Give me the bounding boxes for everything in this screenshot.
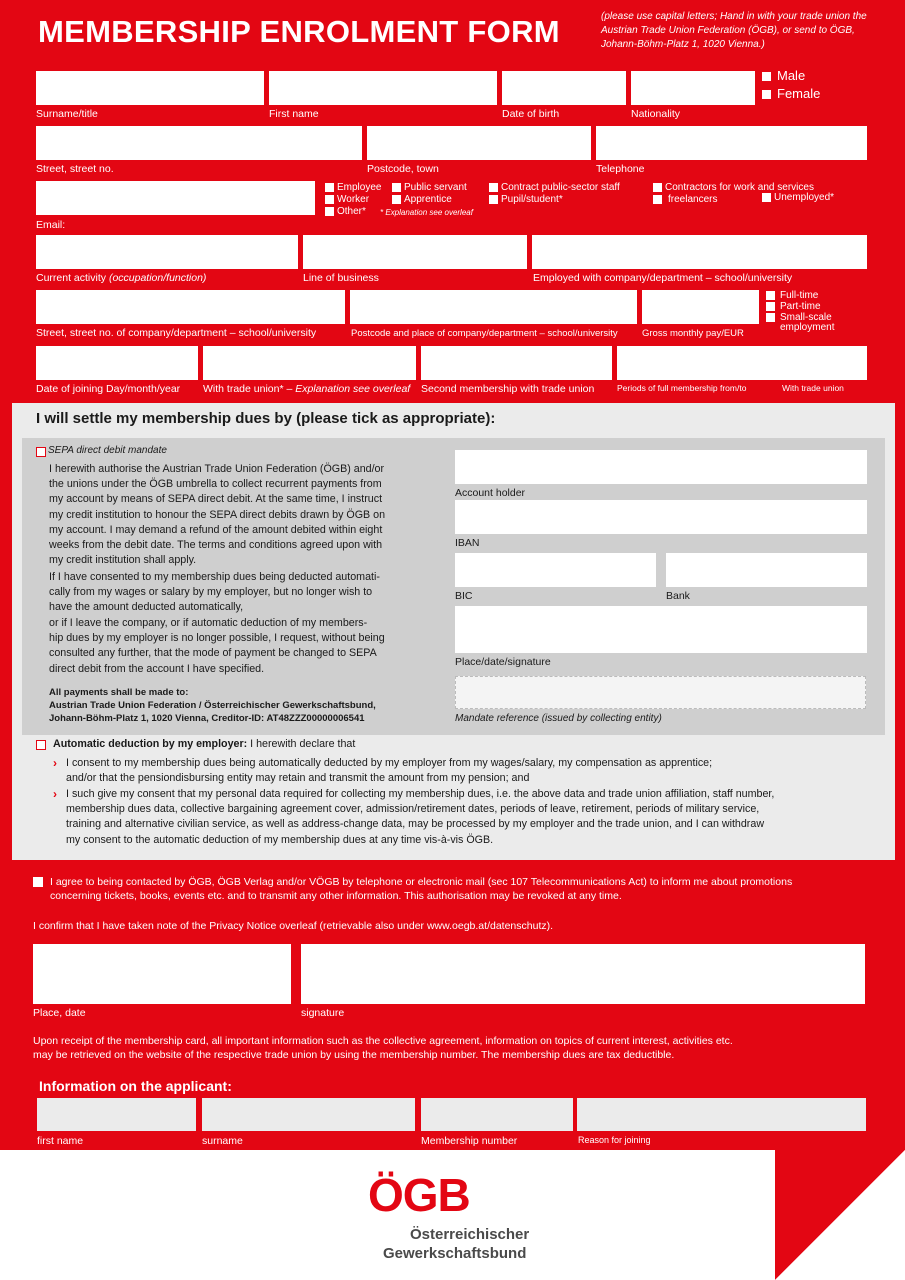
iban-label: IBAN: [455, 537, 480, 549]
contract-public-label: Contract public-sector staff: [501, 182, 620, 193]
company-postcode-field[interactable]: [350, 290, 637, 324]
worker-checkbox[interactable]: [325, 195, 334, 204]
mandate-reference-label: Mandate reference (issued by collecting entity): [455, 713, 662, 724]
reason-label: Reason for joining: [578, 1135, 651, 1145]
telephone-label: Telephone: [596, 163, 645, 175]
bank-label: Bank: [666, 590, 690, 602]
employment-label: employment: [780, 322, 835, 333]
auto-bullet-2: I such give my consent that my personal data required for collecting my membership dues, i.e. the above data and trade union affiliation, staff number, membership dues data, collective bargaining agreement cover, admission/retirement dates, periods of leave, retirement, periods of military service, training and alternative civilian service, as well as address-change data, may be processed by my employer and the trade union, and I can withdraw my consent to the automatic deduction of my membership dues at any time vis-à-vis ÖGB.: [66, 788, 775, 846]
signature-field[interactable]: [301, 944, 865, 1004]
nationality-field[interactable]: [631, 71, 755, 105]
pupil-label: Pupil/student*: [501, 194, 563, 205]
contractors-label: Contractors for work and services: [665, 182, 814, 193]
pupil-checkbox[interactable]: [489, 195, 498, 204]
full-time-checkbox[interactable]: [766, 291, 775, 300]
activity-field[interactable]: [36, 235, 298, 269]
email-field[interactable]: [36, 181, 315, 215]
ogb-logo: ÖGB: [368, 1169, 470, 1221]
header-note: (please use capital letters; Hand in with your trade union the Austrian Trade Union Federation (ÖGB), or send to ÖGB, Johann-Böhm-Platz 1, 1020 Vienna.): [601, 11, 867, 50]
sepa-paragraph-1: I herewith authorise the Austrian Trade Union Federation (ÖGB) and/or the unions under the ÖGB umbrella to collect recurrent payments from my account by means of SEPA direct debit. At the same time, I instruct my credit institution to honour the SEPA direct debits drawn by ÖGB on my account. I may demand a refund of the amount debited within eight weeks from the debit date. The terms and conditions agreed upon with my credit institution shall apply.: [49, 463, 386, 567]
other-checkbox[interactable]: [325, 207, 334, 216]
freelancers-checkbox[interactable]: [653, 195, 662, 204]
postcode-field[interactable]: [367, 126, 591, 160]
full-time-label: Full-time: [780, 290, 819, 301]
membership-number-field[interactable]: [421, 1098, 573, 1131]
activity-label: Current activity (occupation/function): [36, 272, 207, 284]
other-label: Other*: [337, 206, 366, 217]
small-scale-checkbox[interactable]: [766, 313, 775, 322]
sepa-paragraph-2: If I have consented to my membership dues being deducted automati- cally from my wages or salary by my employer, but no longer wish to have the amount deducted automatically,: [49, 571, 380, 614]
place-date-signature-field[interactable]: [455, 606, 867, 653]
street-field[interactable]: [36, 126, 362, 160]
place-date-signature-label: Place/date/signature: [455, 656, 551, 668]
nationality-label: Nationality: [631, 108, 681, 120]
account-holder-field[interactable]: [455, 450, 867, 484]
employee-checkbox[interactable]: [325, 183, 334, 192]
male-label: Male: [777, 68, 806, 83]
date-joining-field[interactable]: [36, 346, 198, 380]
automatic-deduction-checkbox[interactable]: [36, 740, 46, 750]
bic-field[interactable]: [455, 553, 656, 587]
street-label: Street, street no.: [36, 163, 114, 175]
female-checkbox[interactable]: [762, 90, 771, 99]
second-membership-label: Second membership with trade union: [421, 383, 595, 395]
signature-label: signature: [301, 1007, 345, 1019]
line-of-business-field[interactable]: [303, 235, 527, 269]
sepa-checkbox[interactable]: [36, 447, 46, 457]
unemployed-checkbox[interactable]: [762, 193, 771, 202]
explanation-note: * Explanation see overleaf: [380, 208, 473, 217]
form-title: MEMBERSHIP ENROLMENT FORM: [38, 14, 560, 49]
place-date-field[interactable]: [33, 944, 291, 1004]
employed-field[interactable]: [532, 235, 867, 269]
first-name-label: First name: [269, 108, 319, 120]
email-label: Email:: [36, 219, 66, 231]
unemployed-label: Unemployed*: [774, 192, 835, 203]
with-union-field[interactable]: [203, 346, 416, 380]
company-postcode-label: Postcode and place of company/department – school/university: [351, 328, 618, 339]
company-street-label: Street, street no. of company/department – school/university: [36, 327, 317, 339]
account-holder-label: Account holder: [455, 487, 526, 499]
logo-subtitle-2: Gewerkschaftsbund: [383, 1245, 527, 1262]
gross-pay-field[interactable]: [642, 290, 759, 324]
public-servant-checkbox[interactable]: [392, 183, 401, 192]
part-time-checkbox[interactable]: [766, 302, 775, 311]
automatic-deduction-title: Automatic deduction by my employer: I herewith declare that: [53, 738, 356, 750]
sepa-title: SEPA direct debit mandate: [48, 445, 167, 456]
employed-label: Employed with company/department – school/university: [533, 272, 793, 284]
employee-label: Employee: [337, 182, 382, 193]
freelancers-label: freelancers: [668, 194, 718, 205]
worker-label: Worker: [337, 194, 370, 205]
applicant-heading: Information on the applicant:: [39, 1078, 232, 1094]
contact-consent-text: I agree to being contacted by ÖGB, ÖGB Verlag and/or VÖGB by telephone or electronic mail (sec 107 Telecommunications Act) to inform me about promotions concerning tickets, books, events etc. and to transmit any other information. This authorisation may be revoked at any time.: [50, 876, 793, 902]
dob-field[interactable]: [502, 71, 626, 105]
membership-number-label: Membership number: [421, 1135, 518, 1147]
dob-label: Date of birth: [502, 108, 560, 120]
sepa-paragraph-3: or if I leave the company, or if automatic deduction of my members- hip dues by my employer is no longer possible, I request, without being consulted any further, that the mode of payment be changed to SEPA direct debit from the account I have specified.: [49, 617, 385, 675]
gross-pay-label: Gross monthly pay/EUR: [642, 328, 744, 339]
first-name-field[interactable]: [269, 71, 497, 105]
male-checkbox[interactable]: [762, 72, 771, 81]
public-servant-label: Public servant: [404, 182, 467, 193]
iban-field[interactable]: [455, 500, 867, 534]
chevron-right-icon: ›: [53, 787, 57, 801]
bic-label: BIC: [455, 590, 473, 602]
periods-field[interactable]: [617, 346, 867, 380]
postcode-label: Postcode, town: [367, 163, 439, 175]
applicant-surname-label: surname: [202, 1135, 243, 1147]
apprentice-label: Apprentice: [404, 194, 452, 205]
applicant-first-name-field[interactable]: [37, 1098, 196, 1131]
company-street-field[interactable]: [36, 290, 345, 324]
privacy-text: I confirm that I have taken note of the Privacy Notice overleaf (retrievable also under www.oegb.at/datenschutz).: [33, 920, 554, 932]
contractors-checkbox[interactable]: [653, 183, 662, 192]
chevron-right-icon: ›: [53, 756, 57, 770]
dues-heading: I will settle my membership dues by (please tick as appropriate):: [36, 410, 496, 427]
second-membership-field[interactable]: [421, 346, 612, 380]
female-label: Female: [777, 86, 821, 101]
membership-info-text: Upon receipt of the membership card, all important information such as the collective agreement, information on topics of current interest, activities etc. may be retrieved on the website of the respective trade union by using the membership number. The membership dues are tax deductible.: [33, 1035, 733, 1061]
telephone-field[interactable]: [596, 126, 867, 160]
reason-field[interactable]: [577, 1098, 866, 1131]
small-scale-label: Small-scale: [780, 312, 832, 323]
contact-consent-checkbox[interactable]: [33, 877, 43, 887]
with-union-label: With trade union* – Explanation see overleaf: [203, 383, 411, 395]
bank-field[interactable]: [666, 553, 867, 587]
part-time-label: Part-time: [780, 301, 821, 312]
logo-subtitle-1: Österreichischer: [410, 1226, 530, 1243]
mandate-reference-field[interactable]: [455, 676, 866, 709]
auto-bullet-1: I consent to my membership dues being automatically deducted by my employer from my wages/salary, my compensation as apprentice; and/or that the pensiondisbursing entity may retain and transmit the amount from my pension; and: [66, 757, 713, 785]
applicant-surname-field[interactable]: [202, 1098, 415, 1131]
line-of-business-label: Line of business: [303, 272, 379, 284]
periods-label: Periods of full membership from/to: [617, 383, 747, 393]
with-union2-label: With trade union: [782, 383, 844, 393]
contract-public-checkbox[interactable]: [489, 183, 498, 192]
applicant-first-name-label: first name: [37, 1135, 84, 1147]
date-joining-label: Date of joining Day/month/year: [36, 383, 181, 395]
apprentice-checkbox[interactable]: [392, 195, 401, 204]
surname-label: Surname/title: [36, 108, 98, 120]
payments-info: All payments shall be made to: Austrian Trade Union Federation / Österreichischer Gewerkschaftsbund, Johann-Böhm-Platz 1, 1020 Vienna, Creditor-ID: AT48ZZZ00000006541: [49, 687, 376, 724]
surname-field[interactable]: [36, 71, 264, 105]
place-date-label: Place, date: [33, 1007, 86, 1019]
